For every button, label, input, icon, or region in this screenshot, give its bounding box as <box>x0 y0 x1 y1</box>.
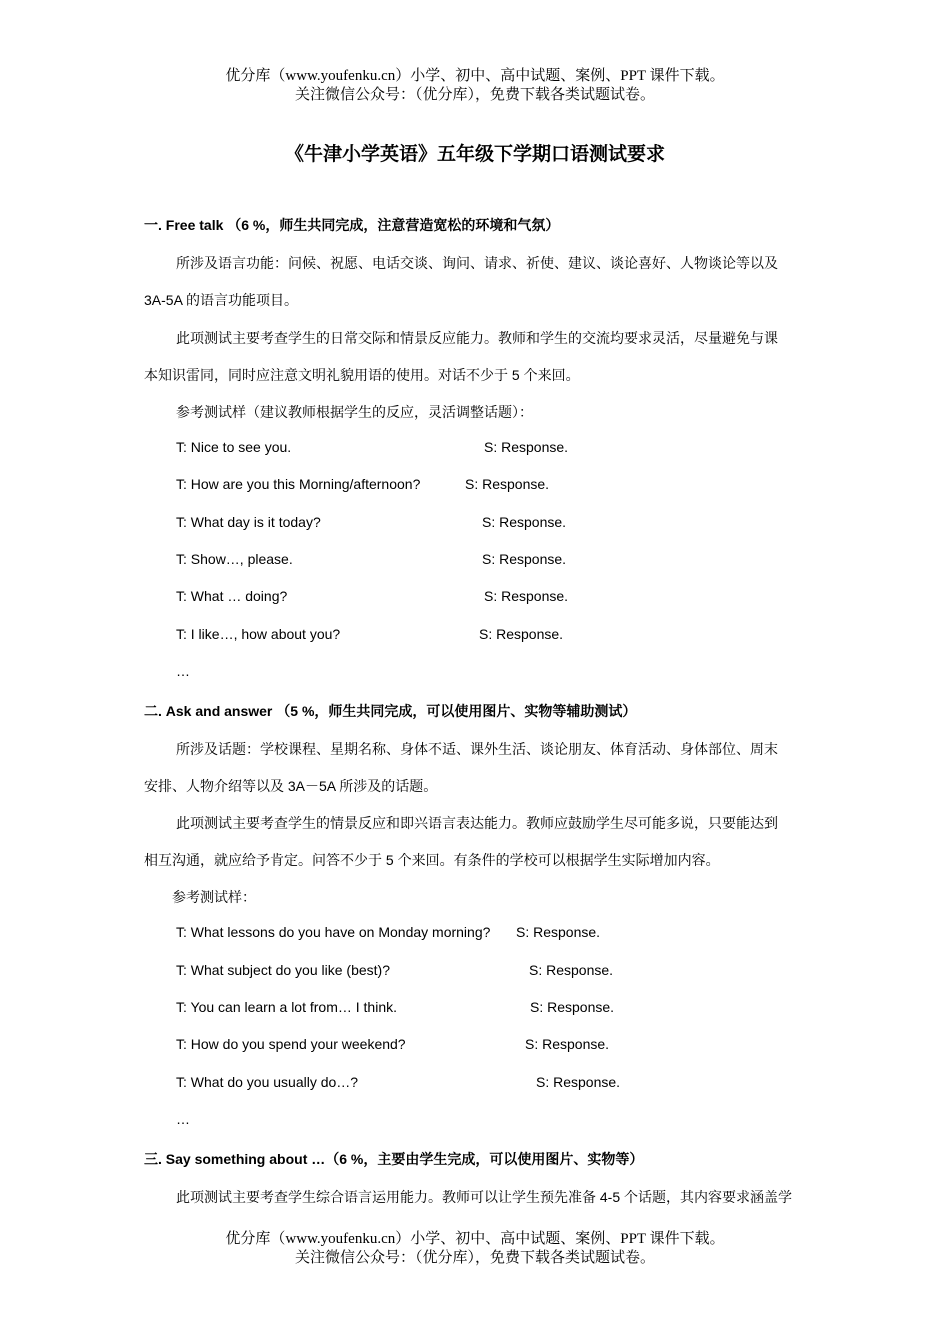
section-1-paragraph-1a: 所涉及语言功能：问候、祝愿、电话交谈、询问、请求、祈使、建议、谈论喜好、人物谈论等以及 <box>176 255 778 271</box>
section-3-heading: 三. Say something about …（6 %，主要由学生完成，可以使用图片、实物等） <box>144 1151 644 1167</box>
dialog-teacher-line: T: Show…, please. <box>176 551 293 567</box>
dialog-student-line: S: Response. <box>529 962 614 978</box>
dialog-teacher-line: T: What day is it today? <box>176 514 321 530</box>
header-line-2: 关注微信公众号：（优分库），免费下载各类试题试卷。 <box>294 87 655 103</box>
dialog-teacher-line: T: What lessons do you have on Monday morning? <box>176 924 491 940</box>
footer-line-2: 关注微信公众号：（优分库），免费下载各类试题试卷。 <box>294 1250 655 1266</box>
dialog-student-line: S: Response. <box>484 588 569 604</box>
section-2-paragraph-2b: 相互沟通，就应给予肯定。问答不少于 5 个来回。有条件的学校可以根据学生实际增加内容。 <box>144 852 720 868</box>
section-3-paragraph-1a: 此项测试主要考查学生综合语言运用能力。教师可以让学生预先准备 4-5 个话题，其内容要求涵盖学 <box>176 1189 793 1205</box>
section-2-heading: 二. Ask and answer （5 %，师生共同完成，可以使用图片、实物等辅助测试） <box>144 703 637 719</box>
dialog-student-line: S: Response. <box>484 439 569 455</box>
dialog-student-line: S: Response. <box>530 999 615 1015</box>
section-2-paragraph-1b: 安排、人物介绍等以及 3A－5A 所涉及的话题。 <box>144 778 438 794</box>
dialog-student-line: S: Response. <box>525 1036 610 1052</box>
dialog-student-line: S: Response. <box>465 476 550 492</box>
section-2-sample-label: 参考测试样： <box>172 889 256 905</box>
section-1-sample-label: 参考测试样（建议教师根据学生的反应，灵活调整话题）： <box>176 404 533 420</box>
dialog-teacher-line: T: How do you spend your weekend? <box>176 1036 406 1052</box>
dialog-teacher-line: T: What … doing? <box>176 588 288 604</box>
dialog-student-line: S: Response. <box>536 1074 621 1090</box>
section-2-paragraph-1a: 所涉及话题：学校课程、星期名称、身体不适、课外生活、谈论朋友、体育活动、身体部位、周末 <box>176 741 778 757</box>
section-1-paragraph-2b: 本知识雷同，同时应注意文明礼貌用语的使用。对话不少于 5 个来回。 <box>144 367 580 383</box>
dialog-teacher-line: T: How are you this Morning/afternoon? <box>176 476 421 492</box>
section-2-ellipsis: … <box>176 1111 190 1127</box>
header-line-1: 优分库（www.youfenku.cn）小学、初中、高中试题、案例、PPT 课件下载。 <box>225 68 725 84</box>
dialog-teacher-line: T: Nice to see you. <box>176 439 292 455</box>
section-1-paragraph-1b: 3A-5A 的语言功能项目。 <box>144 292 299 308</box>
section-2-paragraph-2a: 此项测试主要考查学生的情景反应和即兴语言表达能力。教师应鼓励学生尽可能多说，只要能达到 <box>176 815 778 831</box>
dialog-student-line: S: Response. <box>482 551 567 567</box>
dialog-student-line: S: Response. <box>482 514 567 530</box>
dialog-teacher-line: T: You can learn a lot from… I think. <box>176 999 398 1015</box>
page-title: 《牛津小学英语》五年级下学期口语测试要求 <box>284 144 665 165</box>
dialog-student-line: S: Response. <box>479 626 564 642</box>
dialog-teacher-line: T: What subject do you like (best)? <box>176 962 390 978</box>
section-1-ellipsis: … <box>176 663 190 679</box>
dialog-teacher-line: T: What do you usually do…? <box>176 1074 359 1090</box>
footer-line-1: 优分库（www.youfenku.cn）小学、初中、高中试题、案例、PPT 课件下载。 <box>225 1231 725 1247</box>
dialog-student-line: S: Response. <box>516 924 601 940</box>
section-1-paragraph-2a: 此项测试主要考查学生的日常交际和情景反应能力。教师和学生的交流均要求灵活，尽量避免与课 <box>176 330 778 346</box>
dialog-teacher-line: T: I like…, how about you? <box>176 626 341 642</box>
section-1-heading: 一. Free talk （6 %，师生共同完成，注意营造宽松的环境和气氛） <box>144 217 560 233</box>
